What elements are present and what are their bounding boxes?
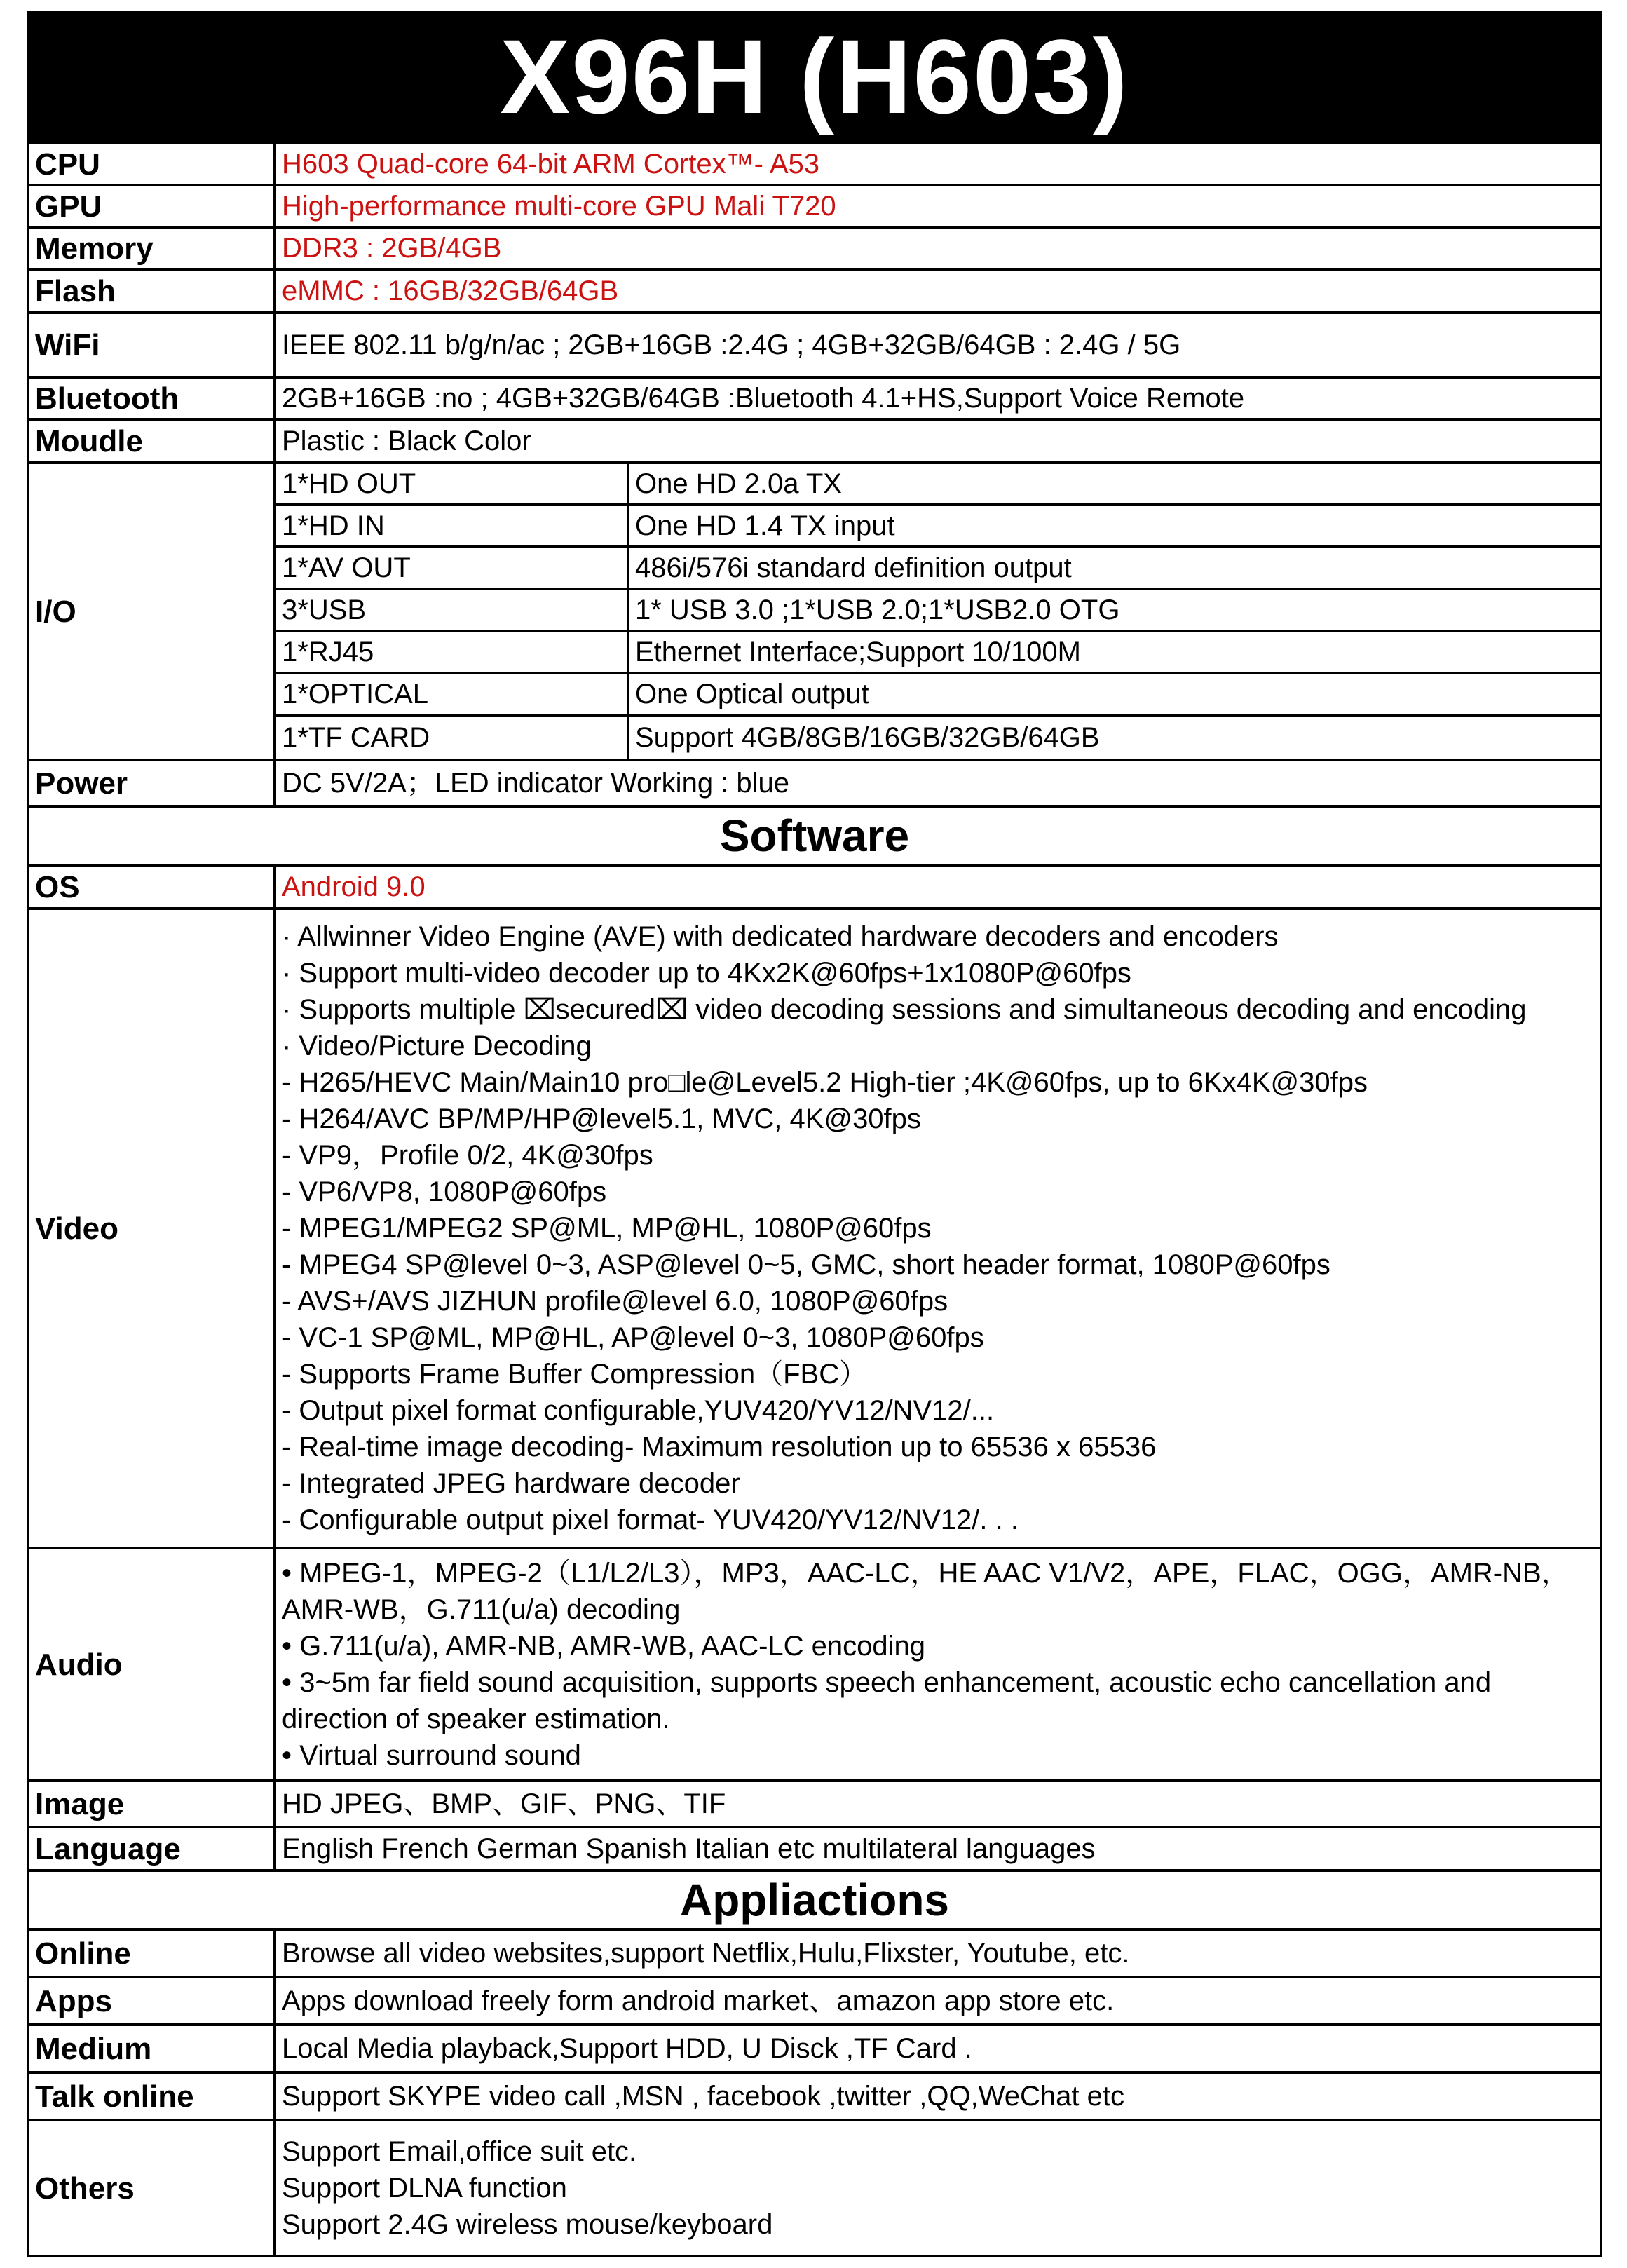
image-value: HD JPEG、BMP、GIF、PNG、TIF bbox=[275, 1781, 1601, 1827]
power-row bbox=[28, 760, 1601, 806]
io-port: 1*RJ45 bbox=[275, 631, 628, 673]
language-row bbox=[28, 1827, 1601, 1870]
online-value: Browse all video websites,support Netflix,Hulu,Flixster, Youtube, etc. bbox=[275, 1929, 1601, 1977]
video-row bbox=[28, 909, 1601, 1548]
io-desc: One HD 2.0a TX bbox=[628, 463, 1601, 505]
video-feature-line: - H265/HEVC Main/Main10 pro□le@Level5.2 High-tier ;4K@60fps, up to 6Kx4K@30fps bbox=[282, 1067, 1368, 1098]
io-desc: 486i/576i standard definition output bbox=[628, 547, 1601, 589]
online-label: Online bbox=[28, 1929, 275, 1977]
others-features bbox=[275, 2120, 1601, 2256]
flash-row bbox=[28, 269, 1601, 313]
cpu-row bbox=[28, 143, 1601, 185]
video-feature-line: - VP9，Profile 0/2, 4K@30fps bbox=[282, 1140, 653, 1171]
spec-table bbox=[27, 142, 1602, 2257]
image-label: Image bbox=[28, 1781, 275, 1827]
others-row bbox=[28, 2120, 1601, 2256]
others-feature-line: Support 2.4G wireless mouse/keyboard bbox=[282, 2209, 773, 2240]
moudle-label: Moudle bbox=[28, 419, 275, 463]
image-row bbox=[28, 1781, 1601, 1827]
moudle-value: Plastic : Black Color bbox=[275, 419, 1601, 463]
video-feature-line: - Supports Frame Buffer Compression（FBC） bbox=[282, 1359, 868, 1390]
io-desc: Support 4GB/8GB/16GB/32GB/64GB bbox=[628, 715, 1601, 760]
video-feature-line: - Configurable output pixel format- YUV420/YV12/NV12/. . . bbox=[282, 1505, 1019, 1535]
bluetooth-label: Bluetooth bbox=[28, 377, 275, 419]
video-feature-line: - AVS+/AVS JIZHUN profile@level 6.0, 1080P@60fps bbox=[282, 1286, 948, 1317]
video-feature-line: · Allwinner Video Engine (AVE) with dedicated hardware decoders and encoders bbox=[282, 921, 1279, 952]
audio-label: Audio bbox=[28, 1548, 275, 1781]
cpu-label: CPU bbox=[28, 143, 275, 185]
others-label: Others bbox=[28, 2120, 275, 2256]
flash-label: Flash bbox=[28, 269, 275, 313]
io-port: 1*AV OUT bbox=[275, 547, 628, 589]
audio-feature-line: • Virtual surround sound bbox=[282, 1740, 581, 1771]
video-feature-line: - Real-time image decoding- Maximum resolution up to 65536 x 65536 bbox=[282, 1432, 1157, 1462]
io-port: 1*OPTICAL bbox=[275, 673, 628, 715]
io-port: 3*USB bbox=[275, 589, 628, 631]
audio-feature-line: • 3~5m far field sound acquisition, supports speech enhancement, acoustic echo cancellation and direction of speaker estimation. bbox=[282, 1667, 1492, 1734]
power-label: Power bbox=[28, 760, 275, 806]
talk-online-value: Support SKYPE video call ,MSN , facebook ,twitter ,QQ,WeChat etc bbox=[275, 2072, 1601, 2120]
io-desc: One Optical output bbox=[628, 673, 1601, 715]
power-value: DC 5V/2A；LED indicator Working : blue bbox=[275, 760, 1601, 806]
language-value: English French German Spanish Italian etc multilateral languages bbox=[275, 1827, 1601, 1870]
os-row bbox=[28, 865, 1601, 909]
io-desc: 1* USB 3.0 ;1*USB 2.0;1*USB2.0 OTG bbox=[628, 589, 1601, 631]
audio-features bbox=[275, 1548, 1601, 1781]
io-port: 1*TF CARD bbox=[275, 715, 628, 760]
video-feature-line: - H264/AVC BP/MP/HP@level5.1, MVC, 4K@30fps bbox=[282, 1104, 921, 1134]
video-feature-line: - Integrated JPEG hardware decoder bbox=[282, 1468, 740, 1499]
medium-label: Medium bbox=[28, 2025, 275, 2072]
audio-row bbox=[28, 1548, 1601, 1781]
medium-row bbox=[28, 2025, 1601, 2072]
os-value: Android 9.0 bbox=[275, 865, 1601, 909]
video-feature-line: - VC-1 SP@ML, MP@HL, AP@level 0~3, 1080P@60fps bbox=[282, 1322, 984, 1353]
os-label: OS bbox=[28, 865, 275, 909]
io-label: I/O bbox=[28, 463, 275, 760]
software-heading-row bbox=[28, 806, 1601, 865]
wifi-value: IEEE 802.11 b/g/n/ac ; 2GB+16GB :2.4G ; 4GB+32GB/64GB : 2.4G / 5G bbox=[275, 313, 1601, 377]
video-feature-line: - MPEG1/MPEG2 SP@ML, MP@HL, 1080P@60fps bbox=[282, 1213, 932, 1244]
talk-online-label: Talk online bbox=[28, 2072, 275, 2120]
memory-row bbox=[28, 227, 1601, 269]
io-desc: Ethernet Interface;Support 10/100M bbox=[628, 631, 1601, 673]
moudle-row bbox=[28, 419, 1601, 463]
spec-sheet bbox=[27, 11, 1602, 2257]
video-feature-line: - MPEG4 SP@level 0~3, ASP@level 0~5, GMC, short header format, 1080P@60fps bbox=[282, 1249, 1330, 1280]
memory-label: Memory bbox=[28, 227, 275, 269]
audio-feature-line: • G.711(u/a), AMR-NB, AMR-WB, AAC-LC encoding bbox=[282, 1631, 926, 1662]
audio-feature-line: • MPEG-1，MPEG-2（L1/L2/L3），MP3，AAC-LC，HE AAC V1/V2，APE，FLAC，OGG，AMR-NB， AMR-WB，G.711(u/a) decoding bbox=[282, 1558, 1570, 1625]
video-feature-line: - Output pixel format configurable,YUV420/YV12/NV12/... bbox=[282, 1395, 995, 1426]
memory-value: DDR3 : 2GB/4GB bbox=[275, 227, 1601, 269]
product-title: X96H (H603) bbox=[27, 11, 1602, 142]
applications-heading: Appliactions bbox=[28, 1870, 1601, 1929]
io-row bbox=[28, 463, 1601, 505]
others-feature-line: Support Email,office suit etc. bbox=[282, 2136, 637, 2167]
online-row bbox=[28, 1929, 1601, 1977]
io-port: 1*HD OUT bbox=[275, 463, 628, 505]
bluetooth-row bbox=[28, 377, 1601, 419]
applications-heading-row bbox=[28, 1870, 1601, 1929]
video-feature-line: - VP6/VP8, 1080P@60fps bbox=[282, 1176, 607, 1207]
language-label: Language bbox=[28, 1827, 275, 1870]
gpu-label: GPU bbox=[28, 185, 275, 227]
cpu-value: H603 Quad-core 64-bit ARM Cortex™- A53 bbox=[275, 143, 1601, 185]
bluetooth-value: 2GB+16GB :no ; 4GB+32GB/64GB :Bluetooth 4.1+HS,Support Voice Remote bbox=[275, 377, 1601, 419]
others-feature-line: Support DLNA function bbox=[282, 2173, 567, 2204]
gpu-row bbox=[28, 185, 1601, 227]
video-feature-line: · Support multi-video decoder up to 4Kx2K@60fps+1x1080P@60fps bbox=[282, 958, 1131, 989]
wifi-row bbox=[28, 313, 1601, 377]
video-label: Video bbox=[28, 909, 275, 1548]
gpu-value: High-performance multi-core GPU Mali T720 bbox=[275, 185, 1601, 227]
video-features bbox=[275, 909, 1601, 1548]
video-feature-line: · Supports multiple ⌧secured⌧ video decoding sessions and simultaneous decoding and encoding bbox=[282, 994, 1527, 1025]
apps-label: Apps bbox=[28, 1977, 275, 2025]
io-desc: One HD 1.4 TX input bbox=[628, 505, 1601, 547]
medium-value: Local Media playback,Support HDD, U Disck ,TF Card . bbox=[275, 2025, 1601, 2072]
video-feature-line: · Video/Picture Decoding bbox=[282, 1031, 592, 1061]
talk-online-row bbox=[28, 2072, 1601, 2120]
apps-row bbox=[28, 1977, 1601, 2025]
software-heading: Software bbox=[28, 806, 1601, 865]
wifi-label: WiFi bbox=[28, 313, 275, 377]
flash-value: eMMC : 16GB/32GB/64GB bbox=[275, 269, 1601, 313]
io-port: 1*HD IN bbox=[275, 505, 628, 547]
apps-value: Apps download freely form android market、amazon app store etc. bbox=[275, 1977, 1601, 2025]
